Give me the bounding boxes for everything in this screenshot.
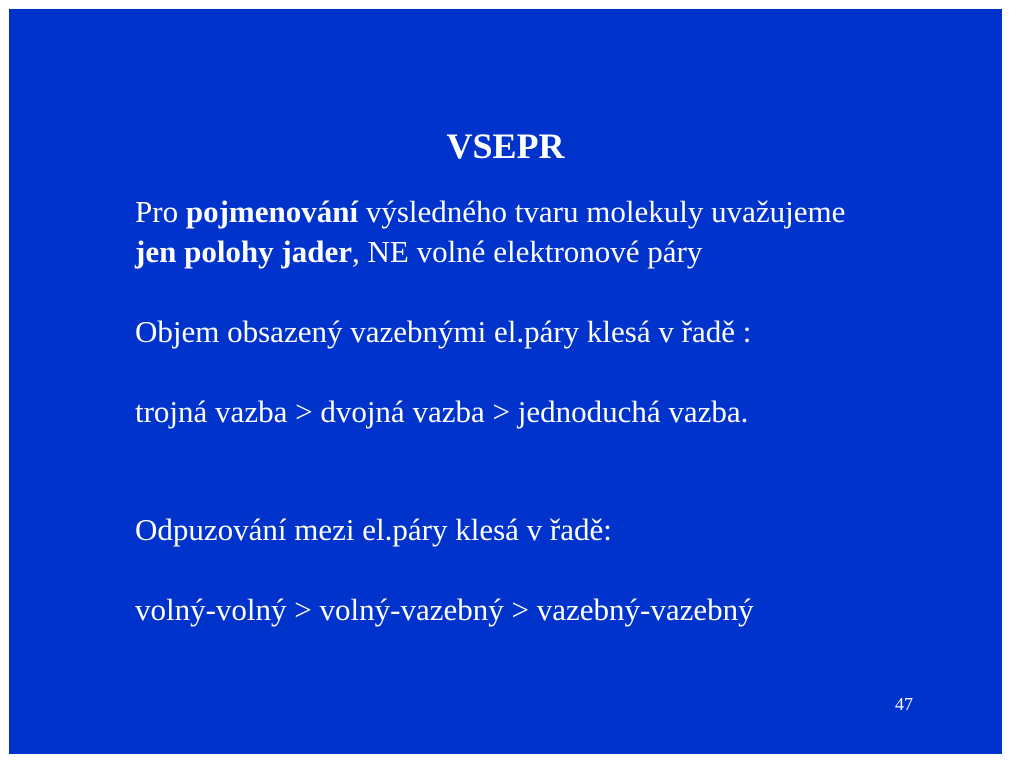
spacer bbox=[135, 550, 935, 590]
page-number: 47 bbox=[895, 694, 913, 714]
slide-title-text: VSEPR bbox=[446, 126, 565, 166]
spacer bbox=[135, 272, 935, 312]
spacer bbox=[135, 352, 935, 392]
repulsion-intro: Odpuzování mezi el.páry klesá v řadě: bbox=[135, 512, 612, 547]
paragraph-1-text-a: Pro bbox=[135, 194, 186, 229]
repulsion-series: volný-volný > volný-vazebný > vazebný-vazebný bbox=[135, 592, 754, 627]
slide bbox=[9, 9, 1002, 754]
spacer bbox=[135, 432, 935, 510]
paragraph-1-text-c: , NE volné elektronové páry bbox=[352, 234, 703, 269]
volume-series: trojná vazba > dvojná vazba > jednoduchá vazba. bbox=[135, 394, 749, 429]
paragraph-1-line-2 bbox=[135, 232, 935, 272]
slide-title bbox=[9, 125, 1002, 167]
volume-intro: Objem obsazený vazebnými el.páry klesá v řadě : bbox=[135, 314, 752, 349]
paragraph-1-line-1 bbox=[135, 192, 935, 232]
paragraph-1-text-b: výsledného tvaru molekuly uvažujeme bbox=[358, 194, 846, 229]
paragraph-1-emphasis-a: pojmenování bbox=[185, 194, 359, 229]
slide-body bbox=[135, 192, 935, 630]
paragraph-1-emphasis-b: jen polohy jader bbox=[135, 234, 352, 269]
